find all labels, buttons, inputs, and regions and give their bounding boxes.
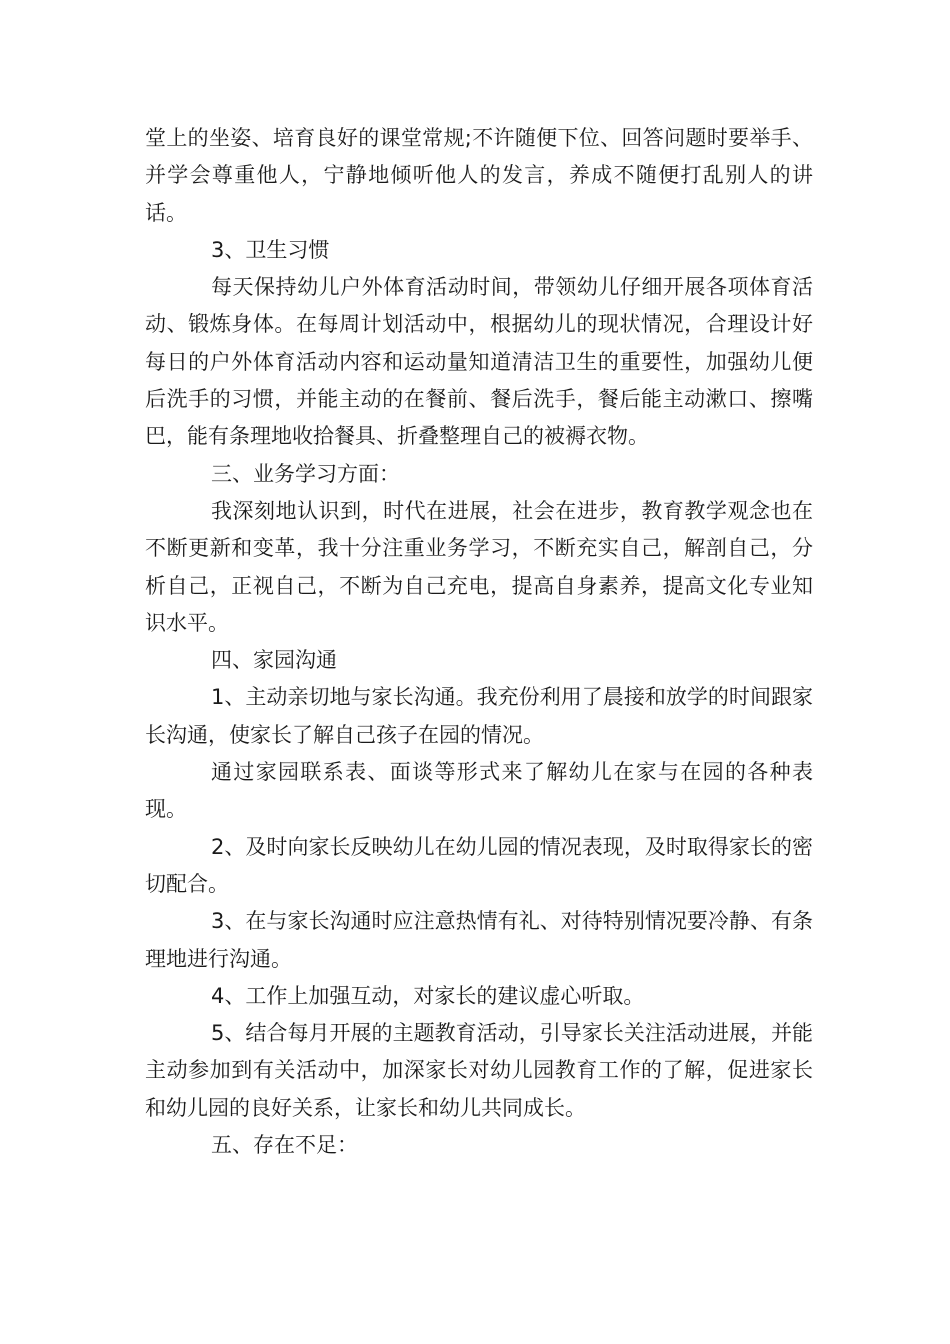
section-heading-shortcomings: 五、存在不足： [211,1133,358,1158]
document-body [145,120,813,1164]
paragraph-hygiene: 每天保持幼儿户外体育活动时间，带领幼儿仔细开展各项体育活动、锻炼身体。在每周计划活动中，根据幼儿的现状情况，合理设计好每日的户外体育活动内容和运动量知道清洁卫生的重要性，加强幼儿便后洗手的习惯，并能主动的在餐前、餐后洗手，餐后能主动漱口、擦嘴巴，能有条理地收拾餐具、折叠整理自己的被褥衣物。 [145,275,813,449]
paragraph-communication-2: 2、及时向家长反映幼儿在幼儿园的情况表现，及时取得家长的密切配合。 [145,834,813,896]
paragraph-communication-3: 3、在与家长沟通时应注意热情有礼、对待特别情况要冷静、有条理地进行沟通。 [145,909,813,971]
section-heading-home-school-communication: 四、家园沟通 [211,648,337,673]
paragraph-communication-4: 4、工作上加强互动，对家长的建议虚心听取。 [211,983,645,1008]
paragraph-communication-1: 1、主动亲切地与家长沟通。我充份利用了晨接和放学的时间跟家长沟通，使家长了解自己孩子在园的情况。 [145,685,813,747]
paragraph-communication-5: 5、结合每月开展的主题教育活动，引导家长关注活动进展，并能主动参加到有关活动中，加深家长对幼儿园教育工作的了解，促进家长和幼儿园的良好关系，让家长和幼儿共同成长。 [145,1021,813,1120]
subheading-hygiene-habits: 3、卫生习惯 [211,237,330,262]
section-heading-professional-study: 三、业务学习方面： [211,461,400,486]
paragraph-professional-study: 我深刻地认识到，时代在进展，社会在进步，教育教学观念也在不断更新和变革，我十分注重业务学习，不断充实自己，解剖自己，分析自己，正视自己，不断为自己充电，提高自身素养，提高文化专业知识水平。 [145,498,813,635]
paragraph-communication-contact: 通过家园联系表、面谈等形式来了解幼儿在家与在园的各种表现。 [145,760,813,822]
paragraph-continuation: 堂上的坐姿、培育良好的课堂常规;不许随便下位、回答问题时要举手、并学会尊重他人，宁静地倾听他人的发言，养成不随便打乱别人的讲话。 [145,126,813,225]
